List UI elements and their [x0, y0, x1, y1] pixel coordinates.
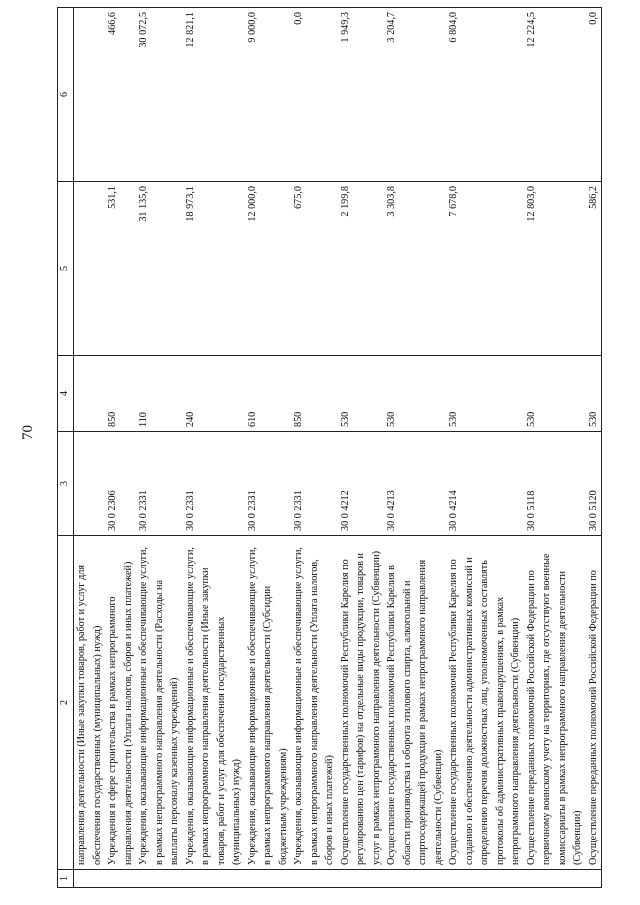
budget-table: [57, 7, 602, 888]
row-number-cell: [524, 870, 586, 888]
column-header: 3: [58, 432, 74, 536]
column-header: 1: [58, 870, 74, 888]
expense-type-cell: 610: [245, 356, 292, 432]
table-row: [183, 8, 245, 888]
target-code-cell: 30 0 4214: [446, 432, 524, 536]
planned-amount-cell: 12 000,0: [245, 182, 292, 356]
description-cell: Осуществление переданных полномочий Российской Федерации по первичному воинскому учету на территориях, где отсутствуют военные комиссариаты в рамках непрограммного направления деятельности (Субвенции): [524, 536, 586, 870]
table-row: [105, 8, 136, 888]
target-code-cell: 30 0 2331: [245, 432, 292, 536]
row-number-cell: [291, 870, 338, 888]
table-row: [338, 8, 385, 888]
planned-amount-cell: 3 303,8: [384, 182, 446, 356]
table-row: [524, 8, 586, 888]
row-number-cell: [384, 870, 446, 888]
expense-type-cell: 530: [586, 356, 602, 432]
expense-type-cell: 850: [105, 356, 136, 432]
actual-amount-cell: 3 204,7: [384, 8, 446, 182]
expense-type-cell: 530: [338, 356, 385, 432]
actual-amount-cell: 6 804,0: [446, 8, 524, 182]
table-row: [446, 8, 524, 888]
target-code-cell: 30 0 4212: [338, 432, 385, 536]
table-row: [291, 8, 338, 888]
target-code-cell: 30 0 2331: [136, 432, 183, 536]
description-cell: направления деятельности (Иные закупки товаров, работ и услуг для обеспечения государственных (муниципальных) нужд): [74, 536, 106, 870]
table-header-row: [58, 8, 74, 888]
expense-type-cell: [74, 356, 106, 432]
description-cell: Учреждения, оказывающие информационные и обеспечивающие услуги, в рамках непрограммного направления деятельности (Уплата налогов, сборов и иных платежей): [291, 536, 338, 870]
description-cell: Осуществление государственных полномочий Республики Карелия по созданию и обеспечению деятельности административных комиссий и определению перечня должностных лиц, уполномоченных составлять протоколы об административных правонарушениях, в рамках непрограммного направления деятельности (Субвенции): [446, 536, 524, 870]
column-header: 5: [58, 182, 74, 356]
row-number-cell: [245, 870, 292, 888]
actual-amount-cell: [74, 8, 106, 182]
description-cell: Учреждения в сфере строительства в рамках непрограммного направления деятельности (Уплата налогов, сборов и иных платежей): [105, 536, 136, 870]
expense-type-cell: 240: [183, 356, 245, 432]
planned-amount-cell: 12 803,0: [524, 182, 586, 356]
description-cell: Осуществление переданных полномочий Российской Федерации по: [586, 536, 602, 870]
actual-amount-cell: 1 949,3: [338, 8, 385, 182]
table-row: [74, 8, 106, 888]
actual-amount-cell: 9 000,0: [245, 8, 292, 182]
actual-amount-cell: 466,6: [105, 8, 136, 182]
actual-amount-cell: 12 224,5: [524, 8, 586, 182]
expense-type-cell: 530: [446, 356, 524, 432]
row-number-cell: [183, 870, 245, 888]
row-number-cell: [105, 870, 136, 888]
planned-amount-cell: 675,0: [291, 182, 338, 356]
target-code-cell: 30 0 5118: [524, 432, 586, 536]
target-code-cell: 30 0 2331: [291, 432, 338, 536]
planned-amount-cell: 18 973,1: [183, 182, 245, 356]
actual-amount-cell: 30 072,5: [136, 8, 183, 182]
expense-type-cell: 530: [524, 356, 586, 432]
row-number-cell: [136, 870, 183, 888]
planned-amount-cell: 586,2: [586, 182, 602, 356]
row-number-cell: [446, 870, 524, 888]
target-code-cell: 30 0 2306: [105, 432, 136, 536]
row-number-cell: [74, 870, 106, 888]
actual-amount-cell: 0,0: [586, 8, 602, 182]
target-code-cell: 30 0 5120: [586, 432, 602, 536]
target-code-cell: 30 0 2331: [183, 432, 245, 536]
planned-amount-cell: 7 678,0: [446, 182, 524, 356]
planned-amount-cell: 531,1: [105, 182, 136, 356]
target-code-cell: [74, 432, 106, 536]
actual-amount-cell: 12 821,1: [183, 8, 245, 182]
description-cell: Осуществление государственных полномочий Республики Карелия по регулированию цен (тарифов) на отдельные виды продукции, товаров и услуг в рамках непрограммного направления деятельности (Субвенции): [338, 536, 385, 870]
table-row: [245, 8, 292, 888]
expense-type-cell: 850: [291, 356, 338, 432]
table-row: [586, 8, 602, 888]
target-code-cell: 30 0 4213: [384, 432, 446, 536]
description-cell: Осуществление государственных полномочий Республики Карелия в области производства и оборота этилового спирта, алкогольной и спиртосодержащей продукции в рамках непрограммного направления деятельности (Субвенции): [384, 536, 446, 870]
column-header: 6: [58, 8, 74, 182]
column-header: 4: [58, 356, 74, 432]
planned-amount-cell: 31 135,0: [136, 182, 183, 356]
table-row: [136, 8, 183, 888]
row-number-cell: [586, 870, 602, 888]
expense-type-cell: 110: [136, 356, 183, 432]
row-number-cell: [338, 870, 385, 888]
description-cell: Учреждения, оказывающие информационные и обеспечивающие услуги, в рамках непрограммного направления деятельности (Иные закупки товаров, работ и услуг для обеспечения государственных (муниципальных) нужд): [183, 536, 245, 870]
actual-amount-cell: 0,0: [291, 8, 338, 182]
column-header: 2: [58, 536, 74, 870]
page-number: 70: [20, 425, 36, 440]
planned-amount-cell: 2 199,8: [338, 182, 385, 356]
expense-type-cell: 530: [384, 356, 446, 432]
planned-amount-cell: [74, 182, 106, 356]
rotated-page-content: [57, 8, 599, 888]
table-row: [384, 8, 446, 888]
description-cell: Учреждения, оказывающие информационные и обеспечивающие услуги, в рамках непрограммного направления деятельности (Субсидии бюджетным учреждениям): [245, 536, 292, 870]
description-cell: Учреждения, оказывающие информационные и обеспечивающие услуги, в рамках непрограммного направления деятельности (Расходы на выплаты персоналу казенных учреждений): [136, 536, 183, 870]
